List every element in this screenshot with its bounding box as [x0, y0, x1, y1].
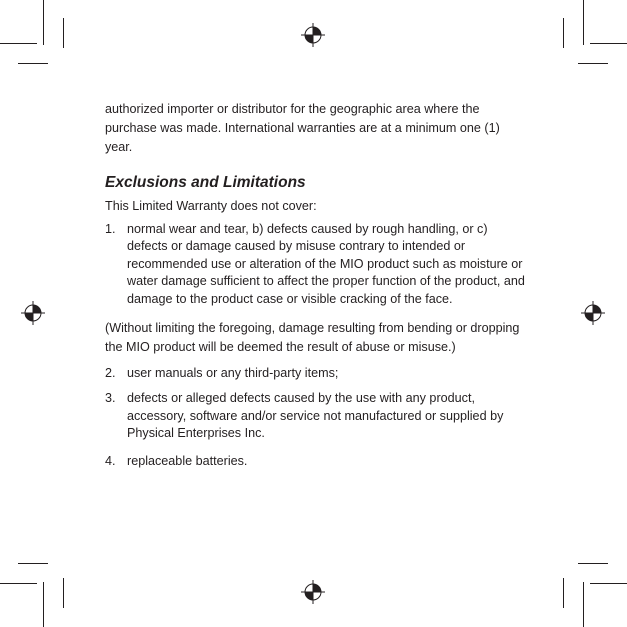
list-item-number: 2.: [105, 366, 116, 381]
crop-mark: [563, 578, 564, 608]
list-item-number: 3.: [105, 391, 116, 406]
crop-mark: [18, 63, 48, 64]
list-item: [105, 221, 525, 308]
note-paragraph: (Without limiting the foregoing, damage resulting from bending or dropping the MIO product will be deemed the result of abuse or misuse.): [105, 321, 520, 355]
crop-mark: [43, 0, 44, 45]
list-item-number: 4.: [105, 453, 116, 468]
list-item: [105, 390, 525, 442]
list-item-text: defects or alleged defects caused by the use with any product, accessory, software and/or service not manufactured or supplied by Physical Enterprises Inc.: [127, 391, 504, 441]
list-item-number: 1.: [105, 222, 116, 236]
crop-mark: [63, 18, 64, 48]
list-item-text: user manuals or any third-party items;: [127, 366, 339, 381]
lead-text: This Limited Warranty does not cover:: [105, 199, 317, 213]
crop-mark: [43, 582, 44, 627]
list-item: [105, 453, 525, 470]
crop-mark: [583, 582, 584, 627]
crop-mark: [583, 0, 584, 45]
crop-mark: [0, 43, 37, 44]
crop-mark: [578, 63, 608, 64]
list-item: [105, 365, 525, 382]
crop-mark: [590, 43, 627, 44]
registration-mark-icon: [300, 579, 326, 605]
crop-mark: [578, 563, 608, 564]
warranty-page-content: [105, 100, 525, 470]
list-item-text: replaceable batteries.: [127, 453, 248, 468]
registration-mark-icon: [20, 300, 46, 326]
registration-mark-icon: [580, 300, 606, 326]
section-heading: Exclusions and Limitations: [105, 174, 306, 191]
crop-mark: [590, 583, 627, 584]
crop-mark: [563, 18, 564, 48]
crop-mark: [18, 563, 48, 564]
registration-mark-icon: [300, 22, 326, 48]
list-item-text: normal wear and tear, b) defects caused by rough handling, or c) defects or damage caused by misuse contrary to intended or recommended use or alteration of the MIO product such as moisture or water damage sufficient to affect the proper function of the product, and damage to the product case or visible cracking of the face.: [127, 222, 525, 306]
crop-mark: [0, 583, 37, 584]
intro-paragraph: authorized importer or distributor for the geographic area where the purchase was made. International warranties are at a minimum one (1) year.: [105, 102, 500, 154]
crop-mark: [63, 578, 64, 608]
